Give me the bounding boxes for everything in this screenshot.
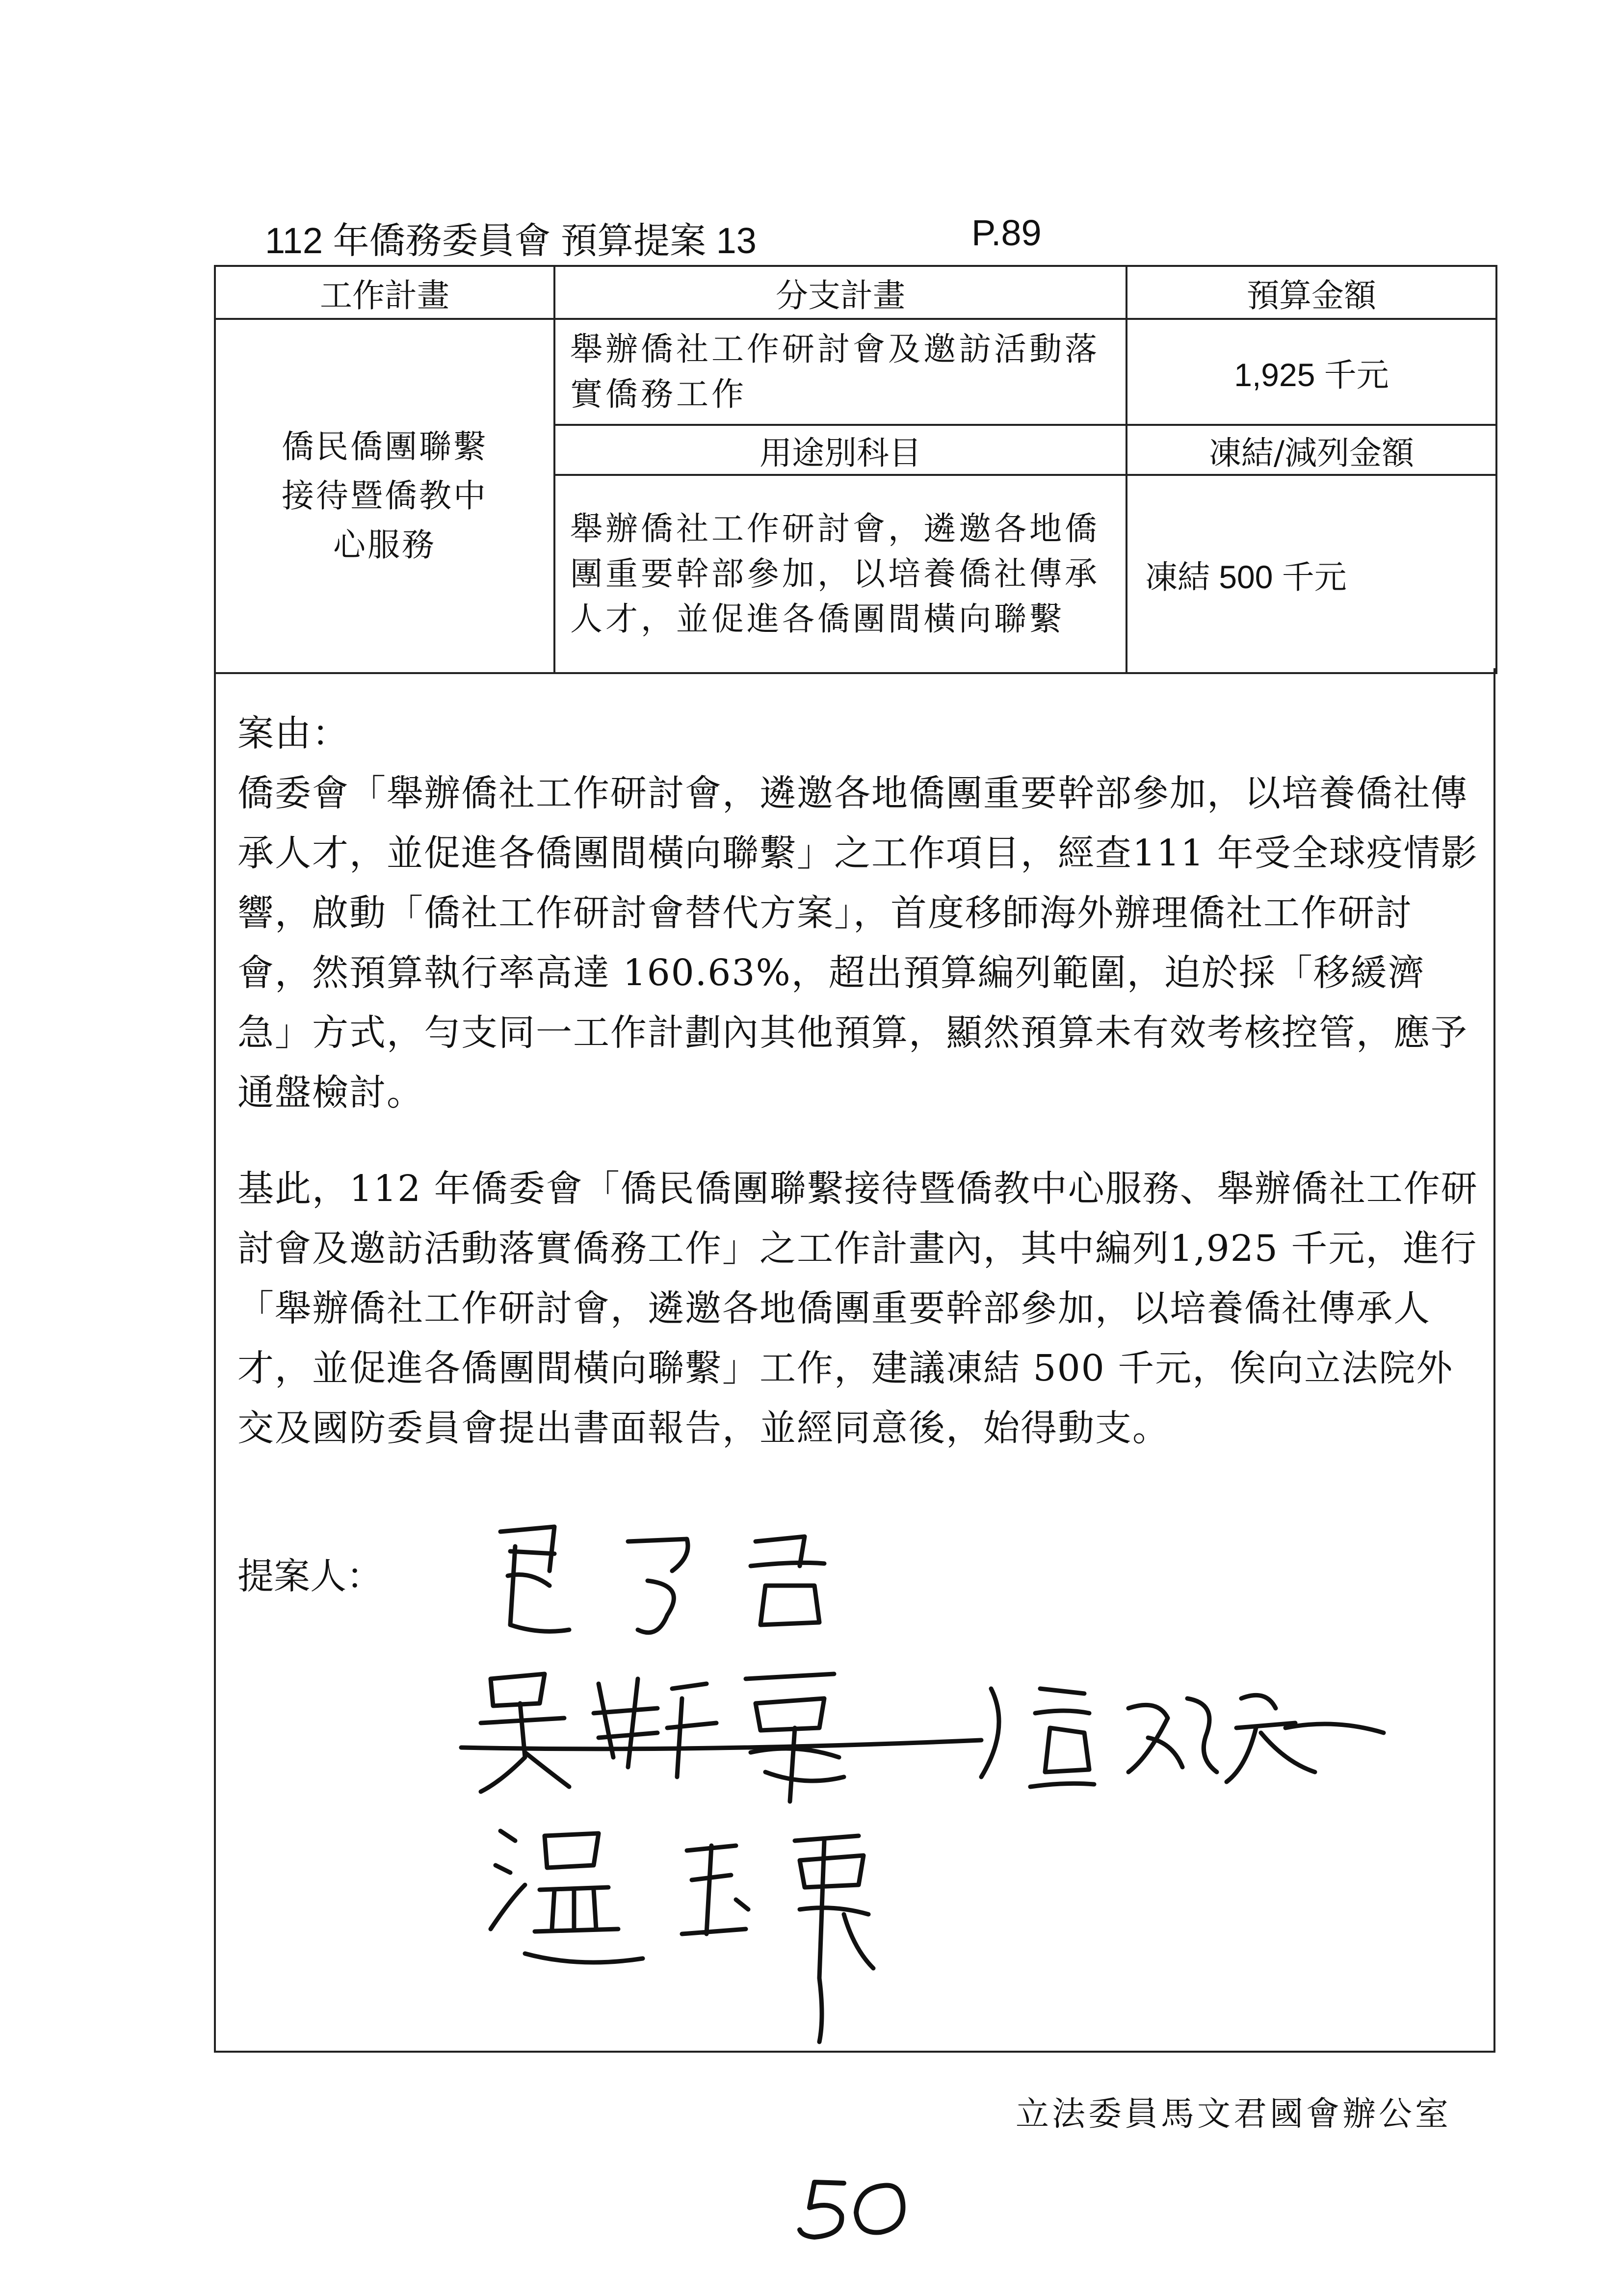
header-freeze: 凍結/減列金額 xyxy=(1126,425,1496,475)
header-purpose: 用途別科目 xyxy=(554,425,1126,475)
purpose-cell: 舉辦僑社工作研討會，遴邀各地僑團重要幹部參加，以培養僑社傳承人才，並促進各僑團間橫向聯繫 xyxy=(554,475,1126,673)
header-work-plan: 工作計畫 xyxy=(215,266,554,319)
work-plan-text: 僑民僑團聯繫接待暨僑教中心服務 xyxy=(282,428,488,564)
office-footer: 立法委員馬文君國會辦公室 xyxy=(1016,2095,1452,2134)
proposer-label: 提案人： xyxy=(237,1555,383,1597)
header-budget: 預算金額 xyxy=(1126,266,1496,319)
page-reference: P.89 xyxy=(971,212,1042,253)
budget-table xyxy=(214,265,1497,674)
budget-amount: 1,925 千元 xyxy=(1126,319,1496,425)
reason-paragraph-1: 僑委會「舉辦僑社工作研討會，遴邀各地僑團重要幹部參加，以培養僑社傳承人才，並促進各僑團間橫向聯繫」之工作項目，經查111 年受全球疫情影響，啟動「僑社工作研討會替代方案」，首度移師海外辦理僑社工作研討會，然預算執行率高達 160.63%，超出預算編列範圍，迫於採「移緩濟急」方式，勻支同一工作計劃內其他預算，顯然預算未有效考核控管，應予通盤檢討。 xyxy=(237,772,1478,1114)
document-header xyxy=(265,212,1042,264)
reason-label: 案由： xyxy=(237,712,349,755)
proposal-title: 112 年僑務委員會 預算提案 13 xyxy=(265,220,757,261)
proposal-body xyxy=(214,668,1495,2053)
signature-1 xyxy=(481,1512,1045,1659)
signature-3 xyxy=(481,1811,1045,2047)
freeze-amount: 凍結 500 千元 xyxy=(1126,475,1496,673)
work-plan-cell xyxy=(215,319,554,673)
signature-2 xyxy=(451,1659,1408,1816)
header-sub-plan: 分支計畫 xyxy=(554,266,1126,319)
reason-paragraph-2: 基此，112 年僑委會「僑民僑團聯繫接待暨僑教中心服務、舉辦僑社工作研討會及邀訪活動落實僑務工作」之工作計畫內，其中編列1,925 千元，進行「舉辦僑社工作研討會，遴邀各地僑團重要幹部參加，以培養僑社傳承人才，並促進各僑團間橫向聯繫」工作，建議凍結 500 千元，俟向立法院外交及國防委員會提出書面報告，並經同意後，始得動支。 xyxy=(237,1168,1478,1449)
sub-plan-cell: 舉辦僑社工作研討會及邀訪活動落實僑務工作 xyxy=(554,319,1126,425)
handwritten-page-number xyxy=(795,2173,913,2247)
